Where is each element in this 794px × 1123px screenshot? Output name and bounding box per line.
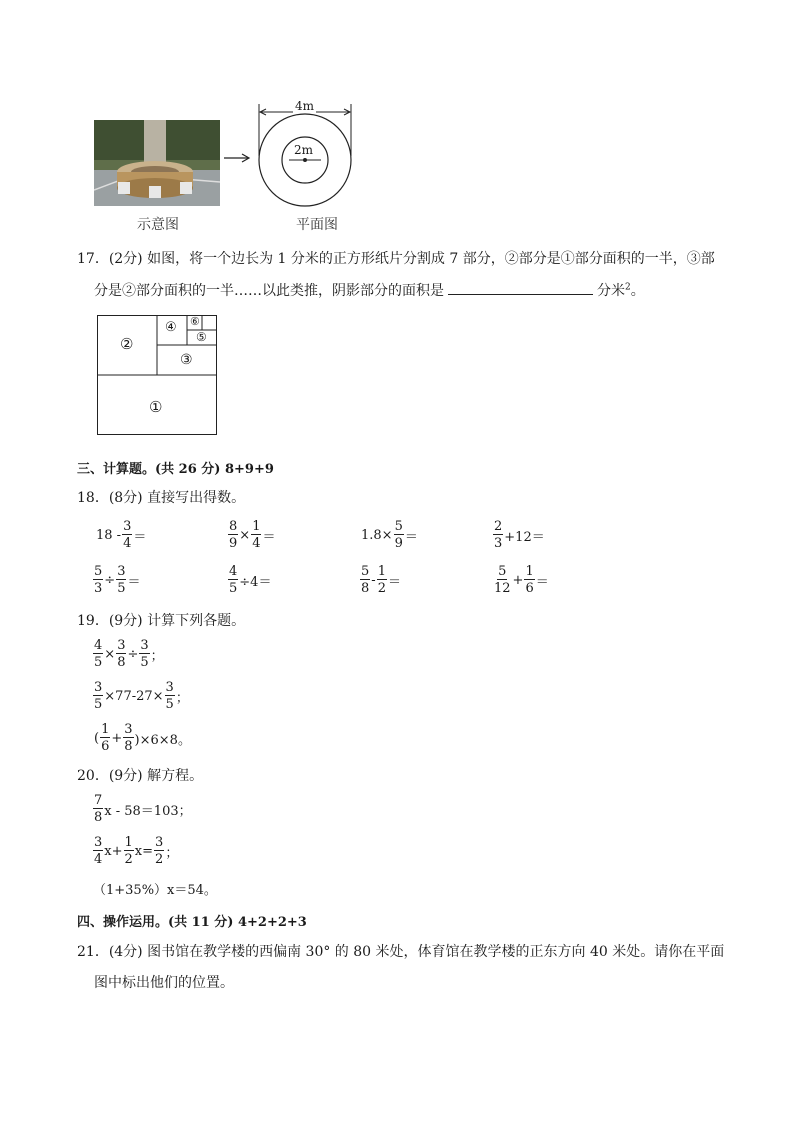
region-6-label: ⑥: [190, 315, 200, 328]
q18-item-8: $\frac{5}{12}$ + $\frac{1}{6}$ ＝: [494, 564, 549, 596]
caption-plan: 平面图: [296, 217, 338, 233]
q18-item-3: 1.8× $\frac{5}{9}$ ＝: [361, 519, 418, 551]
q17-line1: 17．(2分) 如图，将一个边长为 1 分米的正方形纸片分割成 7 部分，②部分是①部分面积的一半，③部: [77, 251, 715, 267]
q20-equation-1: $\frac{7}{8}$ x - 58＝103；: [94, 793, 192, 825]
region-1-label: ①: [149, 398, 163, 416]
q21-line2: 图中标出他们的位置。: [94, 975, 234, 991]
region-5-label: ⑤: [196, 330, 207, 344]
section-3-heading: 三、计算题。(共 26 分) 8+9+9: [77, 462, 274, 477]
answer-blank[interactable]: [448, 279, 593, 295]
q17-text: 分是②部分面积的一半……以此类推，阴影部分的面积是: [94, 283, 444, 299]
q17-unit-exponent: 2: [625, 282, 631, 293]
outer-diameter-label: 4m: [295, 99, 315, 113]
q19-title: 19．(9分) 计算下列各题。: [77, 613, 246, 629]
caption-schematic: 示意图: [137, 217, 179, 233]
q17-line2: [94, 279, 645, 300]
q18-item-4: $\frac{2}{3}$ +12＝: [494, 519, 545, 551]
q18-item-1: 18 - $\frac{3}{4}$ ＝: [96, 519, 147, 551]
q18-item-2: $\frac{8}{9}$ × $\frac{1}{4}$ ＝: [229, 519, 276, 551]
q17-unit: 分米: [597, 283, 625, 299]
inner-diameter-label: 2m: [294, 143, 314, 157]
arrow-icon: [222, 150, 252, 166]
q17-period: 。: [630, 283, 645, 299]
q19-expr-3: ( $\frac{1}{6}$ + $\frac{3}{8}$ )×6×8。: [94, 722, 191, 754]
q18-item-5: $\frac{5}{3}$ ÷ $\frac{3}{5}$ ＝: [94, 564, 141, 596]
q20-equation-2: $\frac{3}{4}$ x+ $\frac{1}{2}$ x= $\frac{3}{2}$ ；: [94, 835, 179, 867]
region-4-label: ④: [165, 320, 177, 335]
q18-title: 18．(8分) 直接写出得数。: [77, 490, 246, 506]
bench-photo: [94, 120, 220, 206]
q20-title: 20．(9分) 解方程。: [77, 768, 204, 784]
q18-item-6: $\frac{4}{5}$ ÷4＝: [229, 564, 272, 596]
q19-expr-1: $\frac{4}{5}$ × $\frac{3}{8}$ ÷ $\frac{3}{5}$ ；: [94, 638, 164, 670]
region-2-label: ②: [120, 335, 134, 353]
q20-equation-3: （1+35%）x＝54。: [93, 883, 217, 898]
section-4-heading: 四、操作运用。(共 11 分) 4+2+2+3: [77, 915, 307, 930]
q19-expr-2: $\frac{3}{5}$ ×77-27× $\frac{3}{5}$ ；: [94, 680, 189, 712]
q21-line1: 21．(4分) 图书馆在教学楼的西偏南 30° 的 80 米处，体育馆在教学楼的正东方向 40 米处。请你在平面: [77, 944, 725, 960]
region-3-label: ③: [180, 352, 193, 368]
q18-item-7: $\frac{5}{8}$ - $\frac{1}{2}$ ＝: [361, 564, 401, 596]
